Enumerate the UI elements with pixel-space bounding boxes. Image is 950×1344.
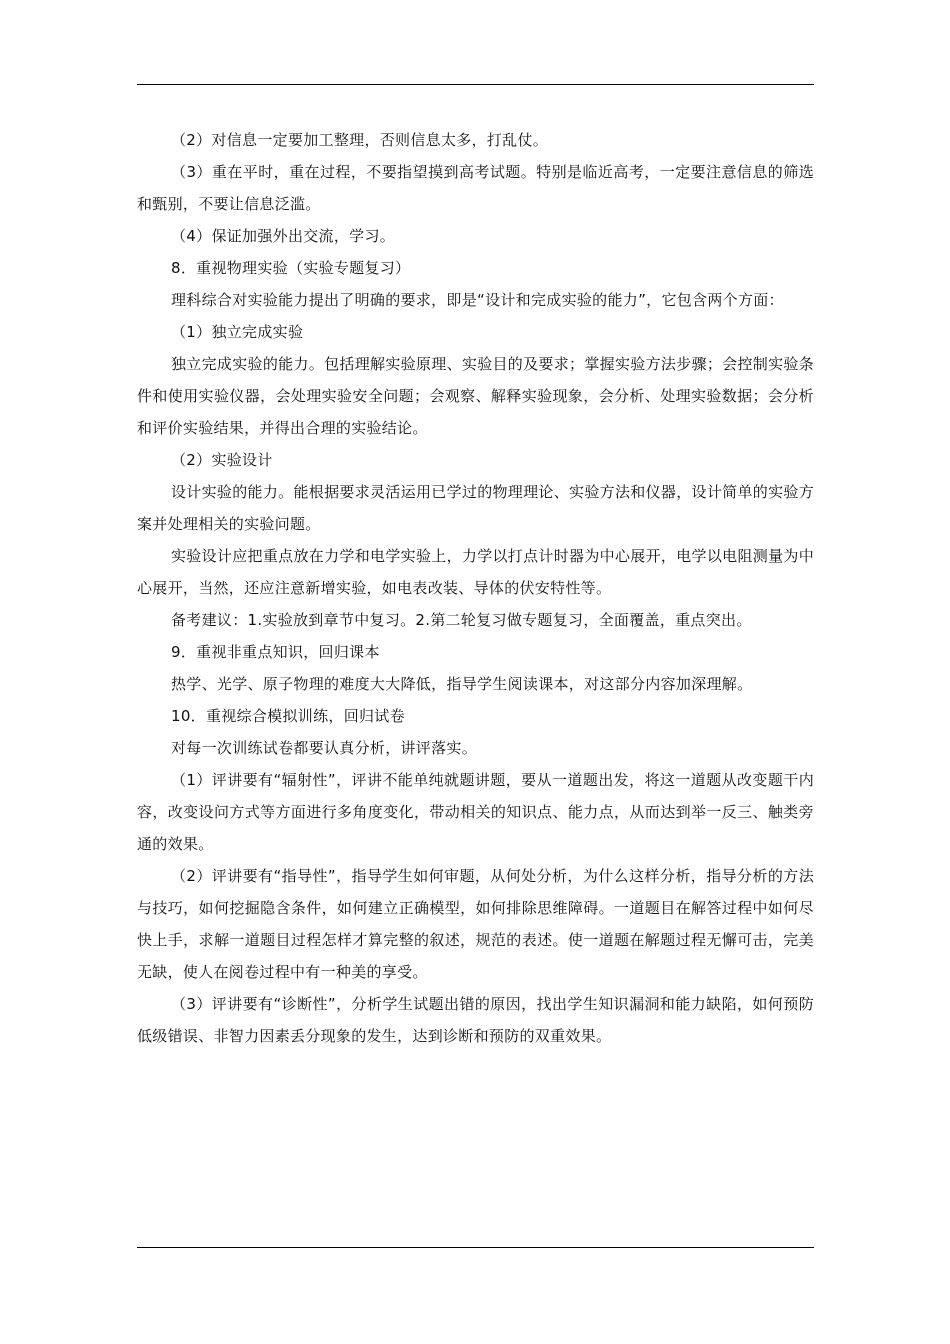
header-rule <box>137 84 814 85</box>
paragraph-preparation-advice: 备考建议：1.实验放到章节中复习。2.第二轮复习做专题复习，全面覆盖，重点突出。 <box>171 611 752 629</box>
section-heading-10: 10．重视综合模拟训练，回归试卷 <box>171 707 405 725</box>
paragraph-radiating: （1）评讲要有“辐射性”，评讲不能单纯就题讲题，要从一道题出发，将这一道题从改变题干内容，改变设问方式等方面进行多角度变化，带动相关的知识点、能力点，从而达到举一反三、触类旁通的效果。 <box>137 771 814 853</box>
paragraph-design-focus: 实验设计应把重点放在力学和电学实验上，力学以打点计时器为中心展开，电学以电阻测量为中心展开，当然，还应注意新增实验，如电表改装、导体的伏安特性等。 <box>137 547 814 597</box>
paragraph-exchange: （4）保证加强外出交流，学习。 <box>171 227 396 245</box>
document-body <box>137 124 814 1052</box>
paragraph-routine-focus: （3）重在平时，重在过程，不要指望摸到高考试题。特别是临近高考，一定要注意信息的筛选和甄别，不要让信息泛滥。 <box>137 163 814 213</box>
subheading-independent-experiment: （1）独立完成实验 <box>171 323 304 341</box>
paragraph-design-ability: 设计实验的能力。能根据要求灵活运用已学过的物理理论、实验方法和仪器，设计简单的实验方案并处理相关的实验问题。 <box>137 483 814 533</box>
paragraph-info-processing: （2）对信息一定要加工整理，否则信息太多，打乱仗。 <box>171 131 549 149</box>
paragraph-independent-ability: 独立完成实验的能力。包括理解实验原理、实验目的及要求；掌握实验方法步骤；会控制实验条件和使用实验仪器，会处理实验安全问题；会观察、解释实验现象，会分析、处理实验数据；会分析和评价实验结果，并得出合理的实验结论。 <box>137 355 814 437</box>
section-heading-9: 9．重视非重点知识，回归课本 <box>171 643 380 661</box>
paragraph-diagnostic: （3）评讲要有“诊断性”，分析学生试题出错的原因，找出学生知识漏洞和能力缺陷，如何预防低级错误、非智力因素丢分现象的发生，达到诊断和预防的双重效果。 <box>137 995 814 1045</box>
section-heading-8: 8．重视物理实验（实验专题复习） <box>171 259 411 277</box>
footer-rule <box>137 1247 814 1248</box>
paragraph-non-key-knowledge: 热学、光学、原子物理的难度大大降低，指导学生阅读课本，对这部分内容加深理解。 <box>171 675 753 693</box>
paragraph-test-analysis: 对每一次训练试卷都要认真分析，讲评落实。 <box>171 739 478 757</box>
subheading-experiment-design: （2）实验设计 <box>171 451 273 469</box>
paragraph-experiment-requirements: 理科综合对实验能力提出了明确的要求，即是“设计和完成实验的能力”，它包含两个方面： <box>171 291 784 309</box>
paragraph-guiding: （2）评讲要有“指导性”，指导学生如何审题，从何处分析，为什么这样分析，指导分析的方法与技巧，如何挖掘隐含条件，如何建立正确模型，如何排除思维障碍。一道题目在解答过程中如何尽快上手，求解一道题目过程怎样才算完整的叙述，规范的表述。使一道题在解题过程无懈可击，完美无缺，使人在阅卷过程中有一种美的享受。 <box>137 867 814 981</box>
